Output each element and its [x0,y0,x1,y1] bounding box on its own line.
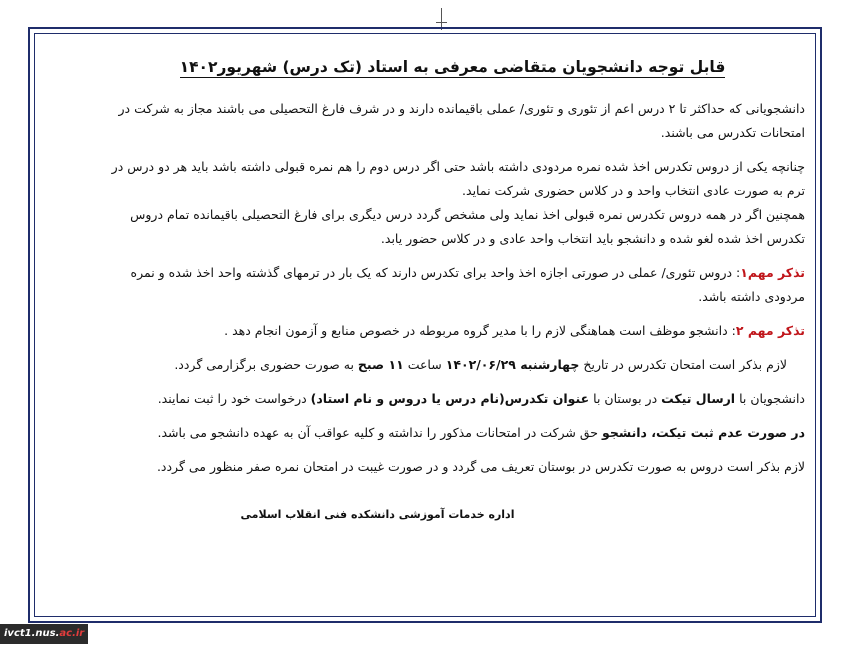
exam-post: به صورت حضوری برگزارمی گردد. [174,357,358,372]
note-1-text: : دروس تئوری/ عملی در صورتی اجازه اخذ واحد برای تکدرس دارند که یک بار در ترمهای گذشته واحد اخذ شده و نمره مردودی داشته باشد. [130,265,805,304]
title-text: قابل توجه دانشجویان متقاضی معرفی به استاد (تک درس) شهریور۱۴۰۲ [179,58,726,76]
ticket-mid: در بوستان با [589,391,662,406]
watermark-tld: ac.ir [59,628,85,639]
no-ticket-text: حق شرکت در امتحانات مذکور را نداشته و کلیه عواقب آن به عهده دانشجو می باشد. [157,425,602,440]
announcement-title [100,55,805,79]
note-2-label: تذکر مهم ۲ [735,323,805,338]
paragraph-failed-course: چنانچه یکی از دروس تکدرس اخذ شده نمره مردودی داشته باشد حتی اگر درس دوم را هم نمره قبولی داشته باشد باید هر دو درس در ترم به صورت عادی انتخاب واحد و در کلاس حضوری شرکت نماید. [111,159,805,198]
exam-pre: لازم بذکر است امتحان تکدرس در تاریخ [579,357,787,372]
important-note-2 [100,319,805,343]
no-ticket-bold: در صورت عدم ثبت تیکت، دانشجو [602,425,805,440]
paragraph-eligibility: دانشجویانی که حداکثر تا ۲ درس اعم از تئوری و تئوری/ عملی باقیمانده دارند و در شرف فارغ التحصیلی می باشند مجاز به شرکت در امتحانات تکدرس می باشند. [118,101,805,140]
ticket-send: ارسال تیکت [661,391,736,406]
site-watermark [0,624,88,644]
ticket-post: درخواست خود را ثبت نمایند. [157,391,311,406]
note-1-label: تذکر مهم۱ [740,265,805,280]
exam-date: چهارشنبه ۱۴۰۲/۰۶/۲۹ [445,357,580,372]
ticket-pre: دانشجویان با [735,391,805,406]
announcement-body [100,55,805,527]
exam-schedule [100,353,805,377]
ticket-subject: عنوان تکدرس(نام درس یا دروس و نام استاد) [310,391,590,406]
no-ticket-warning [100,421,805,445]
exam-time: ۱۱ صبح [357,357,404,372]
exam-mid: ساعت [403,357,446,372]
crop-mark-horizontal [436,22,447,23]
note-2-text: : دانشجو موظف است هماهنگی لازم را با مدیر گروه مربوطه در خصوص منابع و آزمون انجام دهد . [224,323,736,338]
paragraph-remaining-course: همچنین اگر در همه دروس تکدرس نمره قبولی اخذ نماید ولی مشخص گردد درس دیگری برای فارغ التحصیلی باقیمانده تمام دروس تکدرس اخذ شده لغو شده و دانشجو باید انتخاب واحد عادی و در کلاس حضور یابد. [130,207,805,246]
ticket-instructions [100,387,805,411]
issuing-office: اداره خدمات آموزشی دانشکده فنی انقلاب اسلامی [240,508,515,521]
absence-rule: لازم بذکر است دروس به صورت تکدرس در بوستان تعریف می گردد و در صورت غیبت در امتحان نمره صفر منظور می گردد. [156,459,805,474]
important-note-1 [100,261,805,309]
watermark-host: ivct1.nus. [4,628,60,639]
